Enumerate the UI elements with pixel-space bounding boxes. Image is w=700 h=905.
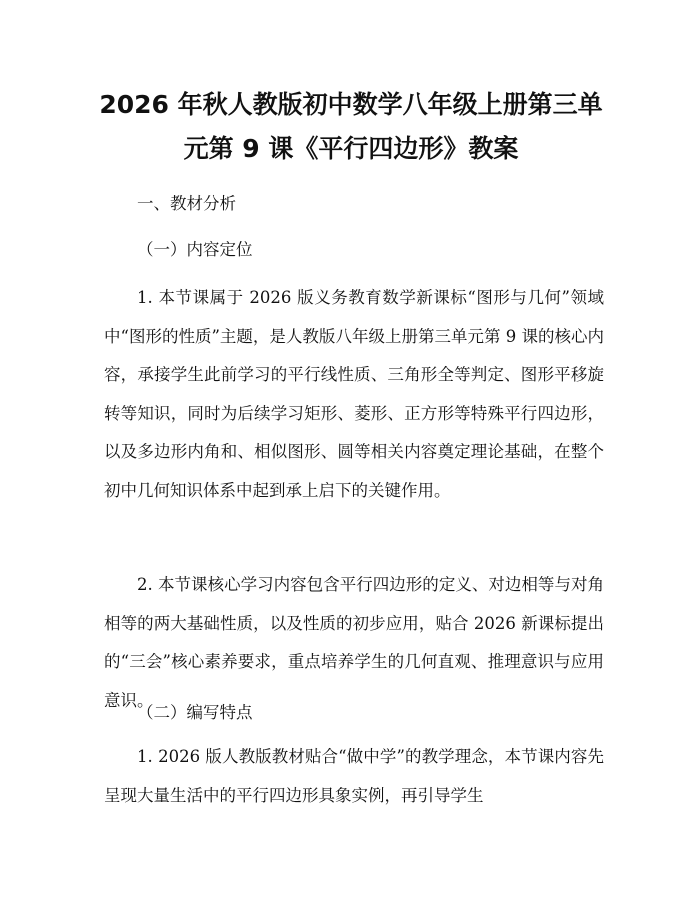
- paragraph-writing-features-1: 1. 2026 版人教版教材贴合“做中学”的教学理念，本节课内容先呈现大量生活中的平行四边形具象实例，再引导学生: [104, 747, 604, 805]
- subsection-heading-writing-features: （二）编写特点: [137, 703, 253, 722]
- subsection-heading-content-positioning: （一）内容定位: [137, 240, 253, 259]
- paragraph-content-positioning-1: 1. 本节课属于 2026 版义务教育数学新课标“图形与几何”领域中“图形的性质”主题，是人教版八年级上册第三单元第 9 课的核心内容，承接学生此前学习的平行线性质、三角形全等判定、图形平移旋转等知识，同时为后续学习矩形、菱形、正方形等特殊平行四边形，以及多边形内角和、相似图形、圆等相关内容奠定理论基础，在整个初中几何知识体系中起到承上启下的关键作用。: [104, 288, 604, 500]
- paragraph-content-positioning-2: 2. 本节课核心学习内容包含平行四边形的定义、对边相等与对角相等的两大基础性质，以及性质的初步应用，贴合 2026 新课标提出的“三会”核心素养要求，重点培养学生的几何直观、推理意识与应用意识。: [104, 575, 604, 710]
- document-title-line-2: 元第 9 课《平行四边形》教案: [183, 134, 519, 163]
- document-title-line-1: 2026 年秋人教版初中数学八年级上册第三单: [99, 90, 603, 119]
- section-heading-teaching-material-analysis: 一、教材分析: [137, 194, 236, 213]
